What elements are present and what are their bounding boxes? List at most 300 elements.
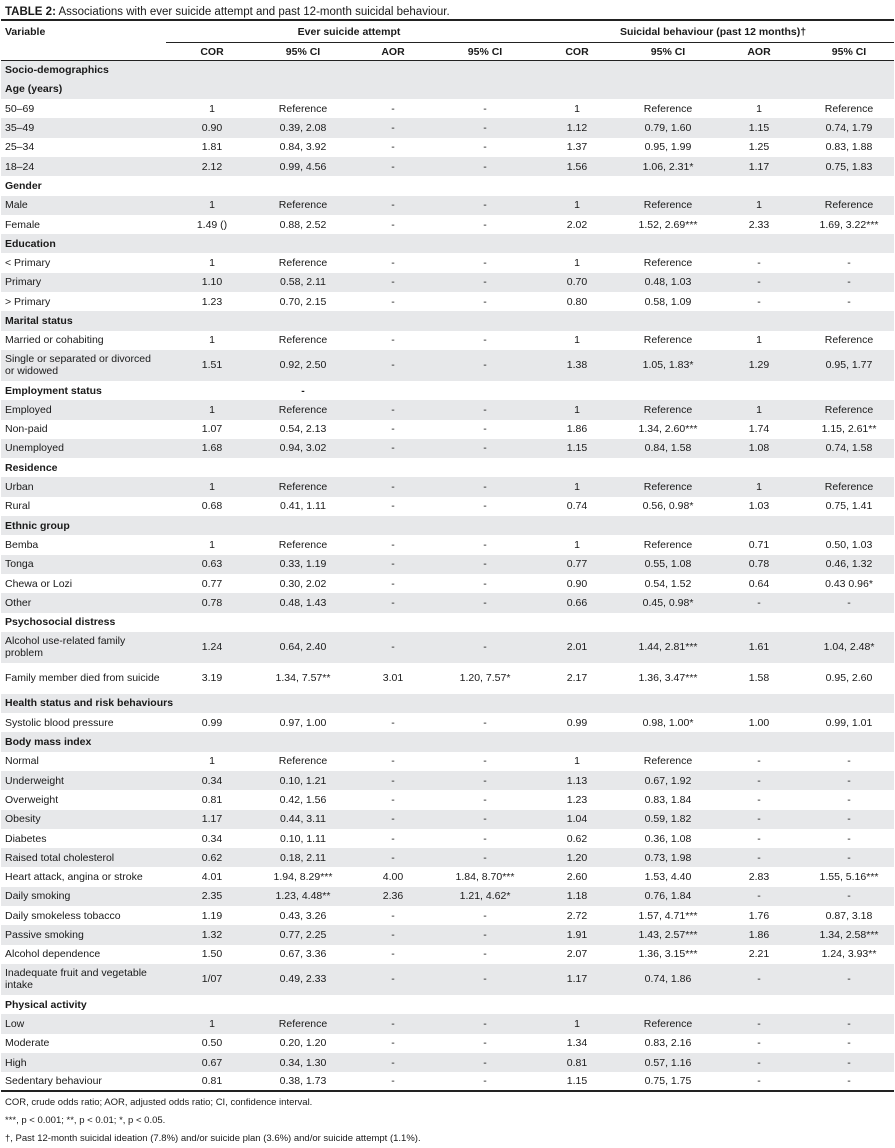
table-cell: 1.34, 7.57** xyxy=(275,672,331,685)
table-cell: - xyxy=(847,1037,851,1050)
table-row xyxy=(1,555,894,574)
table-cell xyxy=(804,732,894,751)
table-row xyxy=(1,593,894,612)
table-cell: 0.73, 1.98 xyxy=(622,848,714,867)
table-cell: - xyxy=(391,500,395,513)
table-cell: - xyxy=(804,964,894,995)
table-cell xyxy=(166,732,258,751)
table-cell: - xyxy=(438,555,532,574)
table-cell: 2.12 xyxy=(166,157,258,176)
table-cell: - xyxy=(348,555,438,574)
table-cell: - xyxy=(757,1037,761,1050)
table-cell: - xyxy=(348,118,438,137)
table-cell xyxy=(438,694,532,713)
row-label: Systolic blood pressure xyxy=(5,716,114,729)
row-label: Low xyxy=(1,1014,166,1033)
table-cell xyxy=(438,80,532,99)
table-cell: 1.34 xyxy=(566,1037,588,1050)
table-cell: 0.66 xyxy=(532,593,622,612)
table-cell xyxy=(348,995,438,1014)
row-label: < Primary xyxy=(5,257,51,270)
table-cell: - xyxy=(391,218,395,231)
table-cell xyxy=(532,995,622,1014)
table-cell xyxy=(532,311,622,330)
table-cell: - xyxy=(757,295,761,308)
section-label: Age (years) xyxy=(1,80,166,99)
table-cell xyxy=(258,80,348,99)
header-col: 95% CI xyxy=(804,43,894,61)
table-cell: 1.20 xyxy=(532,848,622,867)
table-caption xyxy=(1,0,894,19)
table-cell: 0.77 xyxy=(532,555,622,574)
table-row xyxy=(1,867,894,886)
table-cell: - xyxy=(438,439,532,458)
table-cell: - xyxy=(804,810,894,829)
table-cell xyxy=(348,458,438,477)
table-cell: 1 xyxy=(714,477,804,496)
subsection-header-row xyxy=(1,381,894,400)
table-cell: - xyxy=(714,1072,804,1091)
table-cell xyxy=(714,234,804,253)
table-cell: - xyxy=(483,577,487,590)
table-cell: - xyxy=(483,257,487,270)
table-cell: 1.17 xyxy=(714,157,804,176)
table-cell xyxy=(348,381,438,400)
table-row xyxy=(1,535,894,554)
table-row xyxy=(1,1072,894,1091)
table-cell xyxy=(166,176,258,195)
table-cell xyxy=(804,516,894,535)
table-cell: Reference xyxy=(278,538,328,551)
table-cell: - xyxy=(483,1037,487,1050)
subsection-header-row xyxy=(1,311,894,330)
table-cell xyxy=(258,61,348,80)
table-cell: 0.90 xyxy=(166,118,258,137)
table-cell: 0.83, 2.16 xyxy=(644,1037,692,1050)
table-cell: 1.15 xyxy=(532,1072,622,1091)
table-cell: - xyxy=(348,810,438,829)
table-cell: - xyxy=(847,755,851,768)
table-cell: 0.74, 1.79 xyxy=(804,118,894,137)
subsection-header-row xyxy=(1,176,894,195)
table-cell: 1.15 xyxy=(714,118,804,137)
table-row xyxy=(1,331,894,350)
table-cell: 0.79, 1.60 xyxy=(622,118,714,137)
header-row-columns xyxy=(1,43,894,61)
table-cell xyxy=(622,311,714,330)
table-cell: Reference xyxy=(804,400,894,419)
table-cell: 1.34, 2.60*** xyxy=(638,423,698,436)
table-row xyxy=(1,215,894,234)
table-cell: 1.74 xyxy=(748,423,770,436)
table-cell: - xyxy=(391,538,395,551)
table-cell: 0.98, 1.00* xyxy=(642,716,694,729)
table-cell xyxy=(258,732,348,751)
table-cell xyxy=(714,613,804,632)
table-row xyxy=(1,1053,894,1072)
table-cell: - xyxy=(348,1053,438,1072)
table-cell: 1.56 xyxy=(532,157,622,176)
table-cell xyxy=(804,61,894,80)
table-cell: 1.36, 3.15*** xyxy=(638,948,698,961)
table-cell xyxy=(438,458,532,477)
table-cell: 1 xyxy=(532,477,622,496)
table-cell: - xyxy=(391,295,395,308)
table-cell: 0.42, 1.56 xyxy=(279,793,327,806)
table-cell: Reference xyxy=(804,196,894,215)
table-cell: Reference xyxy=(622,400,714,419)
table-cell: - xyxy=(483,538,487,551)
table-row xyxy=(1,253,894,272)
row-label: Unemployed xyxy=(1,439,166,458)
table-cell: Reference xyxy=(804,477,894,496)
header-col: COR xyxy=(166,43,258,61)
table-row xyxy=(1,887,894,906)
table-cell: - xyxy=(348,400,438,419)
table-cell: - xyxy=(714,1053,804,1072)
row-label: Daily smokeless tobacco xyxy=(5,909,121,922)
table-cell: 1 xyxy=(756,334,762,347)
table-cell: - xyxy=(391,577,395,590)
table-cell xyxy=(348,61,438,80)
subsection-header-row xyxy=(1,80,894,99)
table-cell: 0.78 xyxy=(166,593,258,612)
table-cell: 0.75, 1.75 xyxy=(622,1072,714,1091)
table-cell xyxy=(348,234,438,253)
table-row xyxy=(1,350,894,381)
table-cell: - xyxy=(438,350,532,381)
table-cell: - xyxy=(438,925,532,944)
header-group-ever-attempt: Ever suicide attempt xyxy=(166,20,532,43)
table-cell: 1.24, 3.93** xyxy=(821,948,877,961)
table-cell xyxy=(622,80,714,99)
table-cell: - xyxy=(391,102,395,115)
table-cell: 0.81 xyxy=(166,1072,258,1091)
table-cell: - xyxy=(483,102,487,115)
table-cell: 1 xyxy=(532,400,622,419)
row-label: Single or separated or divorced or widowed xyxy=(1,350,166,381)
table-cell xyxy=(438,995,532,1014)
table-cell: - xyxy=(391,716,395,729)
table-cell: - xyxy=(804,273,894,292)
table-cell xyxy=(166,516,258,535)
table-cell: 0.43, 3.26 xyxy=(279,909,327,922)
table-cell: 0.44, 3.11 xyxy=(258,810,348,829)
table-cell xyxy=(532,613,622,632)
table-cell: 1 xyxy=(714,400,804,419)
table-cell: - xyxy=(483,909,487,922)
row-label: Inadequate fruit and vegetable intake xyxy=(1,964,166,995)
table-cell xyxy=(438,613,532,632)
row-label: Tonga xyxy=(1,555,166,574)
table-cell: - xyxy=(391,755,395,768)
table-cell: - xyxy=(438,1072,532,1091)
row-label: Passive smoking xyxy=(1,925,166,944)
table-cell xyxy=(714,311,804,330)
table-cell xyxy=(804,381,894,400)
table-cell xyxy=(714,61,804,80)
table-cell: Reference xyxy=(278,755,328,768)
table-cell: - xyxy=(391,1037,395,1050)
table-cell: 0.90 xyxy=(566,577,588,590)
table-cell: 0.67, 3.36 xyxy=(279,948,327,961)
table-cell xyxy=(348,80,438,99)
table-cell: 3.19 xyxy=(201,672,223,685)
table-cell: 0.57, 1.16 xyxy=(622,1053,714,1072)
table-cell: 0.88, 2.52 xyxy=(279,218,327,231)
table-cell: - xyxy=(438,1014,532,1033)
table-cell: - xyxy=(348,477,438,496)
table-cell: 1.21, 4.62* xyxy=(438,887,532,906)
table-cell: 1.03 xyxy=(748,500,770,513)
table-cell: Reference xyxy=(824,334,874,347)
table-cell: 4.01 xyxy=(201,871,223,884)
table-cell xyxy=(166,381,258,400)
subsection-header-row xyxy=(1,995,894,1014)
table-cell: - xyxy=(847,793,851,806)
table-cell: 0.41, 1.11 xyxy=(280,500,326,513)
row-label: High xyxy=(1,1053,166,1072)
table-cell: 0.83, 1.84 xyxy=(644,793,692,806)
table-row xyxy=(1,663,894,694)
table-cell xyxy=(622,234,714,253)
section-label: Employment status xyxy=(5,384,102,397)
table-cell: Reference xyxy=(278,334,328,347)
table-cell: 1.23 xyxy=(201,295,223,308)
table-cell: 0.33, 1.19 xyxy=(258,555,348,574)
associations-table xyxy=(1,19,894,1092)
table-cell xyxy=(714,381,804,400)
row-label: Underweight xyxy=(1,771,166,790)
header-col: 95% CI xyxy=(438,43,532,61)
table-cell xyxy=(532,61,622,80)
table-cell: 1.68 xyxy=(166,439,258,458)
table-cell: Reference xyxy=(643,755,693,768)
table-cell xyxy=(166,311,258,330)
table-cell: - xyxy=(438,810,532,829)
table-cell xyxy=(804,694,894,713)
table-cell: - xyxy=(483,832,487,845)
table-cell: 1.00 xyxy=(748,716,770,729)
table-cell: 1.17 xyxy=(532,964,622,995)
table-caption-text: Associations with ever suicide attempt and past 12-month suicidal behaviour. xyxy=(58,6,450,18)
table-cell xyxy=(258,995,348,1014)
table-cell: 1.76 xyxy=(748,909,770,922)
table-cell: 2.07 xyxy=(566,948,588,961)
table-cell: 1.10 xyxy=(166,273,258,292)
table-cell: 0.95, 1.99 xyxy=(644,141,692,154)
table-cell: 1 xyxy=(574,102,580,115)
table-cell: 0.70 xyxy=(532,273,622,292)
subsection-header-row xyxy=(1,458,894,477)
table-cell xyxy=(348,311,438,330)
table-cell: 1 xyxy=(532,1014,622,1033)
table-cell: 2.36 xyxy=(348,887,438,906)
table-cell xyxy=(258,458,348,477)
row-label: Bemba xyxy=(5,538,39,551)
table-cell: Reference xyxy=(643,257,693,270)
table-cell xyxy=(166,61,258,80)
table-row xyxy=(1,99,894,118)
table-cell: 1 xyxy=(166,477,258,496)
table-cell: - xyxy=(714,771,804,790)
table-cell xyxy=(348,694,438,713)
table-cell: - xyxy=(714,848,804,867)
table-cell: Reference xyxy=(622,477,714,496)
table-cell: 1 xyxy=(532,196,622,215)
table-cell: 1.04, 2.48* xyxy=(804,632,894,663)
table-cell: 1.61 xyxy=(714,632,804,663)
header-col: AOR xyxy=(348,43,438,61)
table-cell: Reference xyxy=(643,538,693,551)
table-cell: 1.84, 8.70*** xyxy=(455,871,515,884)
table-row xyxy=(1,497,894,516)
table-cell: 1.69, 3.22*** xyxy=(819,218,879,231)
table-cell: 1.15, 2.61** xyxy=(821,423,877,436)
section-label: Physical activity xyxy=(5,998,87,1011)
table-row xyxy=(1,906,894,925)
table-row xyxy=(1,632,894,663)
table-row xyxy=(1,292,894,311)
table-cell: 1.07 xyxy=(201,423,223,436)
row-label: Non-paid xyxy=(5,423,48,436)
row-label: Normal xyxy=(5,755,39,768)
subsection-header-row xyxy=(1,516,894,535)
table-cell xyxy=(438,381,532,400)
table-row xyxy=(1,771,894,790)
table-cell: - xyxy=(391,793,395,806)
table-cell xyxy=(166,458,258,477)
table-cell: 0.63 xyxy=(166,555,258,574)
table-cell: 0.54, 1.52 xyxy=(644,577,692,590)
table-cell: 1 xyxy=(209,257,215,270)
table-cell: 0.58, 2.11 xyxy=(258,273,348,292)
table-cell: 2.02 xyxy=(566,218,588,231)
table-row xyxy=(1,848,894,867)
table-cell xyxy=(622,613,714,632)
table-cell: 0.10, 1.11 xyxy=(280,832,326,845)
table-cell: 1 xyxy=(574,257,580,270)
table-cell xyxy=(622,381,714,400)
table-cell xyxy=(438,516,532,535)
header-variable: Variable xyxy=(1,20,166,43)
table-cell: 2.17 xyxy=(566,672,588,685)
table-cell: 0.36, 1.08 xyxy=(644,832,692,845)
table-cell: - xyxy=(804,1072,894,1091)
table-row xyxy=(1,752,894,771)
row-label: Other xyxy=(1,593,166,612)
table-cell xyxy=(804,176,894,195)
row-label: Family member died from suicide xyxy=(5,672,160,685)
table-cell: 0.74, 1.86 xyxy=(622,964,714,995)
row-label: Moderate xyxy=(5,1037,50,1050)
table-cell: 2.01 xyxy=(532,632,622,663)
header-group-suicidal-behaviour: Suicidal behaviour (past 12 months)† xyxy=(532,20,894,43)
section-label: Psychosocial distress xyxy=(5,616,116,629)
row-label: Overweight xyxy=(5,793,59,806)
table-cell xyxy=(532,80,622,99)
row-label: Chewa or Lozi xyxy=(5,577,73,590)
header-row-groups xyxy=(1,20,894,43)
row-label: Primary xyxy=(1,273,166,292)
row-label: Daily smoking xyxy=(1,887,166,906)
table-cell xyxy=(714,995,804,1014)
section-label: Health status and risk behaviours xyxy=(1,694,166,713)
table-cell: - xyxy=(438,593,532,612)
footnote-abbreviations: COR, crude odds ratio; AOR, adjusted odds ratio; CI, confidence interval. xyxy=(5,1097,313,1109)
table-cell xyxy=(804,613,894,632)
table-cell: - xyxy=(714,593,804,612)
section-label: Gender xyxy=(5,179,42,192)
row-label: Heart attack, angina or stroke xyxy=(5,871,143,884)
section-label: Marital status xyxy=(1,311,166,330)
table-cell: - xyxy=(348,1014,438,1033)
table-cell: 2.33 xyxy=(748,218,770,231)
table-caption-label: TABLE 2: xyxy=(5,6,56,18)
table-cell: - xyxy=(483,716,487,729)
table-cell: 1.17 xyxy=(166,810,258,829)
table-cell: 2.21 xyxy=(748,948,770,961)
table-cell: 0.50, 1.03 xyxy=(825,538,873,551)
table-cell: 0.55, 1.08 xyxy=(622,555,714,574)
table-row xyxy=(1,420,894,439)
table-row xyxy=(1,790,894,809)
table-cell: 1.37 xyxy=(566,141,588,154)
table-cell: 0.50 xyxy=(201,1037,223,1050)
table-cell: - xyxy=(438,477,532,496)
table-cell: - xyxy=(757,755,761,768)
table-cell: 1.29 xyxy=(714,350,804,381)
table-cell: 0.77 xyxy=(201,577,223,590)
table-cell: Reference xyxy=(258,400,348,419)
table-cell: 0.80 xyxy=(566,295,588,308)
table-cell: Reference xyxy=(622,196,714,215)
table-cell: 0.92, 2.50 xyxy=(258,350,348,381)
table-cell: 1 xyxy=(574,538,580,551)
table-cell: - xyxy=(348,848,438,867)
table-cell: Reference xyxy=(278,257,328,270)
table-cell xyxy=(166,613,258,632)
table-cell: Reference xyxy=(643,102,693,115)
table-row xyxy=(1,196,894,215)
table-cell: 0.48, 1.03 xyxy=(622,273,714,292)
table-cell: 1.23, 4.48** xyxy=(258,887,348,906)
table-cell: 0.95, 2.60 xyxy=(825,672,873,685)
table-row xyxy=(1,157,894,176)
table-cell: 0.64, 2.40 xyxy=(258,632,348,663)
table-cell xyxy=(258,311,348,330)
table-figure xyxy=(1,0,894,1148)
table-cell: - xyxy=(483,500,487,513)
table-cell: 0.10, 1.21 xyxy=(258,771,348,790)
table-cell xyxy=(532,458,622,477)
header-col: COR xyxy=(532,43,622,61)
row-label: > Primary xyxy=(5,295,51,308)
footnote-dagger: †, Past 12-month suicidal ideation (7.8%) and/or suicide plan (3.6%) and/or suicide attempt (1.1%). xyxy=(5,1133,421,1145)
table-cell: - xyxy=(348,273,438,292)
table-cell: 0.67, 1.92 xyxy=(622,771,714,790)
section-header-row xyxy=(1,694,894,713)
table-cell: - xyxy=(714,273,804,292)
table-cell: 1.57, 4.71*** xyxy=(638,909,698,922)
row-label: Alcohol dependence xyxy=(5,948,101,961)
section-label: Education xyxy=(1,234,166,253)
table-cell: 1/07 xyxy=(166,964,258,995)
table-cell: 1.51 xyxy=(166,350,258,381)
table-cell: 1 xyxy=(209,102,215,115)
table-cell xyxy=(714,694,804,713)
section-label: Ethnic group xyxy=(1,516,166,535)
